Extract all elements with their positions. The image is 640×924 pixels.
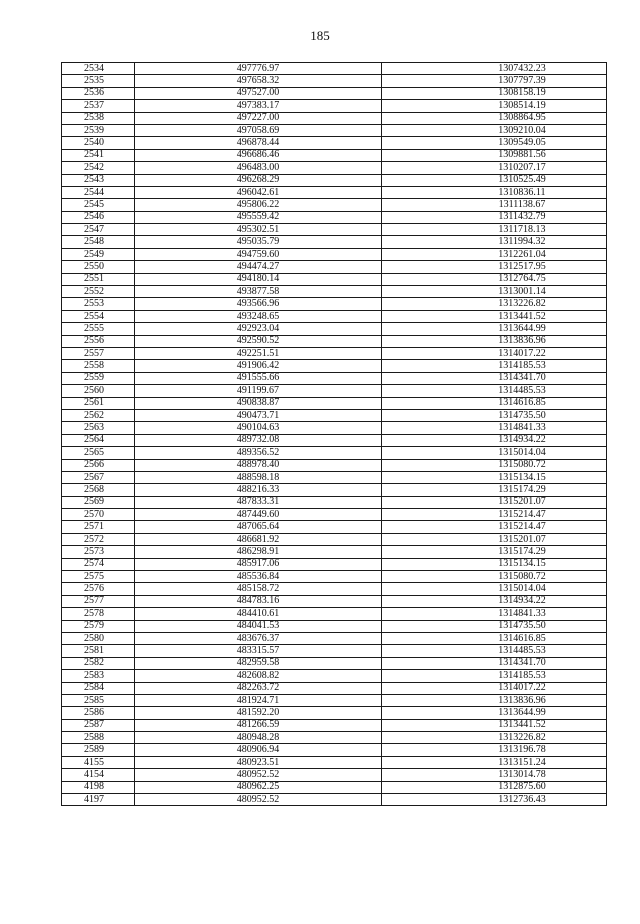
table-row (62, 124, 607, 136)
point-number-cell: 2543 (62, 174, 135, 186)
table-row (62, 286, 607, 298)
y-coordinate-cell: 1313441.52 (382, 310, 607, 322)
y-coordinate-cell: 1315014.04 (382, 583, 607, 595)
y-coordinate-cell: 1313196.78 (382, 744, 607, 756)
x-coordinate-cell: 484041.53 (135, 620, 382, 632)
table-row (62, 248, 607, 260)
point-number-cell: 2580 (62, 632, 135, 644)
x-coordinate-cell: 480948.28 (135, 732, 382, 744)
x-coordinate-cell: 487065.64 (135, 521, 382, 533)
table-row (62, 657, 607, 669)
x-coordinate-cell: 480952.52 (135, 794, 382, 806)
point-number-cell: 2542 (62, 162, 135, 174)
point-number-cell: 2547 (62, 224, 135, 236)
table-row (62, 199, 607, 211)
point-number-cell: 2562 (62, 409, 135, 421)
x-coordinate-cell: 480952.52 (135, 769, 382, 781)
point-number-cell: 2564 (62, 434, 135, 446)
table-row (62, 236, 607, 248)
y-coordinate-cell: 1314485.53 (382, 645, 607, 657)
point-number-cell: 2560 (62, 385, 135, 397)
y-coordinate-cell: 1315201.07 (382, 496, 607, 508)
table-row (62, 608, 607, 620)
y-coordinate-cell: 1314841.33 (382, 608, 607, 620)
point-number-cell: 2539 (62, 124, 135, 136)
point-number-cell: 2589 (62, 744, 135, 756)
x-coordinate-cell: 484410.61 (135, 608, 382, 620)
x-coordinate-cell: 493877.58 (135, 286, 382, 298)
point-number-cell: 2567 (62, 471, 135, 483)
x-coordinate-cell: 493248.65 (135, 310, 382, 322)
table-row (62, 447, 607, 459)
table-row (62, 347, 607, 359)
x-coordinate-cell: 486298.91 (135, 546, 382, 558)
coordinates-table-body (62, 63, 607, 806)
y-coordinate-cell: 1312517.95 (382, 261, 607, 273)
x-coordinate-cell: 483676.37 (135, 632, 382, 644)
point-number-cell: 2571 (62, 521, 135, 533)
x-coordinate-cell: 485158.72 (135, 583, 382, 595)
table-row (62, 645, 607, 657)
table-row (62, 335, 607, 347)
table-row (62, 769, 607, 781)
x-coordinate-cell: 497227.00 (135, 112, 382, 124)
point-number-cell: 2544 (62, 186, 135, 198)
point-number-cell: 2577 (62, 595, 135, 607)
y-coordinate-cell: 1313644.99 (382, 323, 607, 335)
table-row (62, 546, 607, 558)
y-coordinate-cell: 1315174.29 (382, 546, 607, 558)
x-coordinate-cell: 480962.25 (135, 781, 382, 793)
table-row (62, 756, 607, 768)
x-coordinate-cell: 496686.46 (135, 149, 382, 161)
x-coordinate-cell: 482608.82 (135, 670, 382, 682)
table-row (62, 484, 607, 496)
table-row (62, 496, 607, 508)
x-coordinate-cell: 486681.92 (135, 533, 382, 545)
y-coordinate-cell: 1312764.75 (382, 273, 607, 285)
table-row (62, 137, 607, 149)
y-coordinate-cell: 1311138.67 (382, 199, 607, 211)
point-number-cell: 2540 (62, 137, 135, 149)
y-coordinate-cell: 1307432.23 (382, 63, 607, 75)
x-coordinate-cell: 490838.87 (135, 397, 382, 409)
table-row (62, 620, 607, 632)
y-coordinate-cell: 1313014.78 (382, 769, 607, 781)
table-row (62, 174, 607, 186)
y-coordinate-cell: 1313836.96 (382, 694, 607, 706)
point-number-cell: 2572 (62, 533, 135, 545)
table-row (62, 186, 607, 198)
y-coordinate-cell: 1314735.50 (382, 620, 607, 632)
y-coordinate-cell: 1314485.53 (382, 385, 607, 397)
x-coordinate-cell: 496878.44 (135, 137, 382, 149)
point-number-cell: 2554 (62, 310, 135, 322)
x-coordinate-cell: 488216.33 (135, 484, 382, 496)
y-coordinate-cell: 1314616.85 (382, 397, 607, 409)
y-coordinate-cell: 1315134.15 (382, 558, 607, 570)
x-coordinate-cell: 493566.96 (135, 298, 382, 310)
table-row (62, 100, 607, 112)
point-number-cell: 2549 (62, 248, 135, 260)
x-coordinate-cell: 488598.18 (135, 471, 382, 483)
point-number-cell: 2538 (62, 112, 135, 124)
y-coordinate-cell: 1314185.53 (382, 360, 607, 372)
y-coordinate-cell: 1309210.04 (382, 124, 607, 136)
y-coordinate-cell: 1314341.70 (382, 372, 607, 384)
point-number-cell: 2557 (62, 347, 135, 359)
table-row (62, 261, 607, 273)
table-row (62, 682, 607, 694)
table-row (62, 162, 607, 174)
x-coordinate-cell: 495302.51 (135, 224, 382, 236)
x-coordinate-cell: 492590.52 (135, 335, 382, 347)
y-coordinate-cell: 1314017.22 (382, 682, 607, 694)
point-number-cell: 2585 (62, 694, 135, 706)
table-row (62, 224, 607, 236)
table-row (62, 87, 607, 99)
table-row (62, 75, 607, 87)
x-coordinate-cell: 492251.51 (135, 347, 382, 359)
table-row (62, 670, 607, 682)
y-coordinate-cell: 1314735.50 (382, 409, 607, 421)
x-coordinate-cell: 487449.60 (135, 509, 382, 521)
point-number-cell: 2575 (62, 571, 135, 583)
point-number-cell: 2579 (62, 620, 135, 632)
y-coordinate-cell: 1313836.96 (382, 335, 607, 347)
x-coordinate-cell: 497058.69 (135, 124, 382, 136)
x-coordinate-cell: 492923.04 (135, 323, 382, 335)
y-coordinate-cell: 1314185.53 (382, 670, 607, 682)
point-number-cell: 2588 (62, 732, 135, 744)
point-number-cell: 2563 (62, 422, 135, 434)
y-coordinate-cell: 1314341.70 (382, 657, 607, 669)
point-number-cell: 2561 (62, 397, 135, 409)
x-coordinate-cell: 490104.63 (135, 422, 382, 434)
y-coordinate-cell: 1313226.82 (382, 298, 607, 310)
point-number-cell: 4155 (62, 756, 135, 768)
y-coordinate-cell: 1315174.29 (382, 484, 607, 496)
y-coordinate-cell: 1310836.11 (382, 186, 607, 198)
y-coordinate-cell: 1312261.04 (382, 248, 607, 260)
y-coordinate-cell: 1308864.95 (382, 112, 607, 124)
table-row (62, 310, 607, 322)
table-row (62, 298, 607, 310)
x-coordinate-cell: 495559.42 (135, 211, 382, 223)
table-row (62, 719, 607, 731)
y-coordinate-cell: 1311994.32 (382, 236, 607, 248)
point-number-cell: 2565 (62, 447, 135, 459)
point-number-cell: 2545 (62, 199, 135, 211)
table-row (62, 211, 607, 223)
y-coordinate-cell: 1315201.07 (382, 533, 607, 545)
table-row (62, 385, 607, 397)
point-number-cell: 2536 (62, 87, 135, 99)
x-coordinate-cell: 485536.84 (135, 571, 382, 583)
point-number-cell: 2568 (62, 484, 135, 496)
table-row (62, 372, 607, 384)
point-number-cell: 2584 (62, 682, 135, 694)
table-row (62, 273, 607, 285)
y-coordinate-cell: 1314934.22 (382, 434, 607, 446)
y-coordinate-cell: 1314841.33 (382, 422, 607, 434)
point-number-cell: 2551 (62, 273, 135, 285)
point-number-cell: 2541 (62, 149, 135, 161)
x-coordinate-cell: 483315.57 (135, 645, 382, 657)
x-coordinate-cell: 489732.08 (135, 434, 382, 446)
point-number-cell: 2578 (62, 608, 135, 620)
point-number-cell: 2535 (62, 75, 135, 87)
x-coordinate-cell: 485917.06 (135, 558, 382, 570)
point-number-cell: 2546 (62, 211, 135, 223)
point-number-cell: 4154 (62, 769, 135, 781)
x-coordinate-cell: 481592.20 (135, 707, 382, 719)
page-number: 185 (310, 28, 330, 43)
x-coordinate-cell: 482959.58 (135, 657, 382, 669)
y-coordinate-cell: 1315080.72 (382, 571, 607, 583)
table-row (62, 471, 607, 483)
point-number-cell: 2573 (62, 546, 135, 558)
point-number-cell: 2556 (62, 335, 135, 347)
y-coordinate-cell: 1310207.17 (382, 162, 607, 174)
point-number-cell: 2548 (62, 236, 135, 248)
table-row (62, 571, 607, 583)
table-row (62, 632, 607, 644)
y-coordinate-cell: 1309549.05 (382, 137, 607, 149)
x-coordinate-cell: 490473.71 (135, 409, 382, 421)
y-coordinate-cell: 1315014.04 (382, 447, 607, 459)
table-row (62, 732, 607, 744)
y-coordinate-cell: 1313001.14 (382, 286, 607, 298)
table-row (62, 434, 607, 446)
y-coordinate-cell: 1312875.60 (382, 781, 607, 793)
x-coordinate-cell: 497383.17 (135, 100, 382, 112)
y-coordinate-cell: 1310525.49 (382, 174, 607, 186)
table-row (62, 422, 607, 434)
point-number-cell: 4197 (62, 794, 135, 806)
point-number-cell: 2553 (62, 298, 135, 310)
y-coordinate-cell: 1311432.79 (382, 211, 607, 223)
y-coordinate-cell: 1313226.82 (382, 732, 607, 744)
y-coordinate-cell: 1307797.39 (382, 75, 607, 87)
point-number-cell: 2570 (62, 509, 135, 521)
x-coordinate-cell: 496042.61 (135, 186, 382, 198)
point-number-cell: 2552 (62, 286, 135, 298)
x-coordinate-cell: 497527.00 (135, 87, 382, 99)
y-coordinate-cell: 1308158.19 (382, 87, 607, 99)
point-number-cell: 2574 (62, 558, 135, 570)
table-row (62, 397, 607, 409)
x-coordinate-cell: 495035.79 (135, 236, 382, 248)
x-coordinate-cell: 481266.59 (135, 719, 382, 731)
x-coordinate-cell: 482263.72 (135, 682, 382, 694)
point-number-cell: 2559 (62, 372, 135, 384)
point-number-cell: 2569 (62, 496, 135, 508)
x-coordinate-cell: 495806.22 (135, 199, 382, 211)
table-row (62, 521, 607, 533)
table-row (62, 360, 607, 372)
x-coordinate-cell: 484783.16 (135, 595, 382, 607)
point-number-cell: 2587 (62, 719, 135, 731)
point-number-cell: 2566 (62, 459, 135, 471)
y-coordinate-cell: 1315134.15 (382, 471, 607, 483)
x-coordinate-cell: 494474.27 (135, 261, 382, 273)
point-number-cell: 2581 (62, 645, 135, 657)
table-row (62, 558, 607, 570)
x-coordinate-cell: 489356.52 (135, 447, 382, 459)
point-number-cell: 2583 (62, 670, 135, 682)
x-coordinate-cell: 491555.66 (135, 372, 382, 384)
y-coordinate-cell: 1315214.47 (382, 509, 607, 521)
table-row (62, 409, 607, 421)
table-row (62, 744, 607, 756)
x-coordinate-cell: 480906.94 (135, 744, 382, 756)
point-number-cell: 2537 (62, 100, 135, 112)
point-number-cell: 2576 (62, 583, 135, 595)
x-coordinate-cell: 497658.32 (135, 75, 382, 87)
y-coordinate-cell: 1309881.56 (382, 149, 607, 161)
x-coordinate-cell: 481924.71 (135, 694, 382, 706)
point-number-cell: 2586 (62, 707, 135, 719)
x-coordinate-cell: 494180.14 (135, 273, 382, 285)
point-number-cell: 2558 (62, 360, 135, 372)
table-row (62, 595, 607, 607)
table-row (62, 533, 607, 545)
table-row (62, 509, 607, 521)
table-row (62, 707, 607, 719)
table-row (62, 323, 607, 335)
y-coordinate-cell: 1313644.99 (382, 707, 607, 719)
x-coordinate-cell: 496483.00 (135, 162, 382, 174)
table-row (62, 781, 607, 793)
y-coordinate-cell: 1315080.72 (382, 459, 607, 471)
y-coordinate-cell: 1312736.43 (382, 794, 607, 806)
point-number-cell: 4198 (62, 781, 135, 793)
coordinates-table (61, 62, 607, 806)
x-coordinate-cell: 487833.31 (135, 496, 382, 508)
y-coordinate-cell: 1314616.85 (382, 632, 607, 644)
y-coordinate-cell: 1315214.47 (382, 521, 607, 533)
x-coordinate-cell: 496268.29 (135, 174, 382, 186)
x-coordinate-cell: 497776.97 (135, 63, 382, 75)
x-coordinate-cell: 494759.60 (135, 248, 382, 260)
table-row (62, 63, 607, 75)
y-coordinate-cell: 1308514.19 (382, 100, 607, 112)
x-coordinate-cell: 491906.42 (135, 360, 382, 372)
table-row (62, 459, 607, 471)
table-row (62, 112, 607, 124)
y-coordinate-cell: 1311718.13 (382, 224, 607, 236)
point-number-cell: 2582 (62, 657, 135, 669)
x-coordinate-cell: 491199.67 (135, 385, 382, 397)
table-row (62, 694, 607, 706)
point-number-cell: 2555 (62, 323, 135, 335)
y-coordinate-cell: 1314017.22 (382, 347, 607, 359)
x-coordinate-cell: 488978.40 (135, 459, 382, 471)
y-coordinate-cell: 1313151.24 (382, 756, 607, 768)
table-row (62, 794, 607, 806)
table-row (62, 583, 607, 595)
y-coordinate-cell: 1313441.52 (382, 719, 607, 731)
x-coordinate-cell: 480923.51 (135, 756, 382, 768)
point-number-cell: 2550 (62, 261, 135, 273)
y-coordinate-cell: 1314934.22 (382, 595, 607, 607)
point-number-cell: 2534 (62, 63, 135, 75)
table-row (62, 149, 607, 161)
